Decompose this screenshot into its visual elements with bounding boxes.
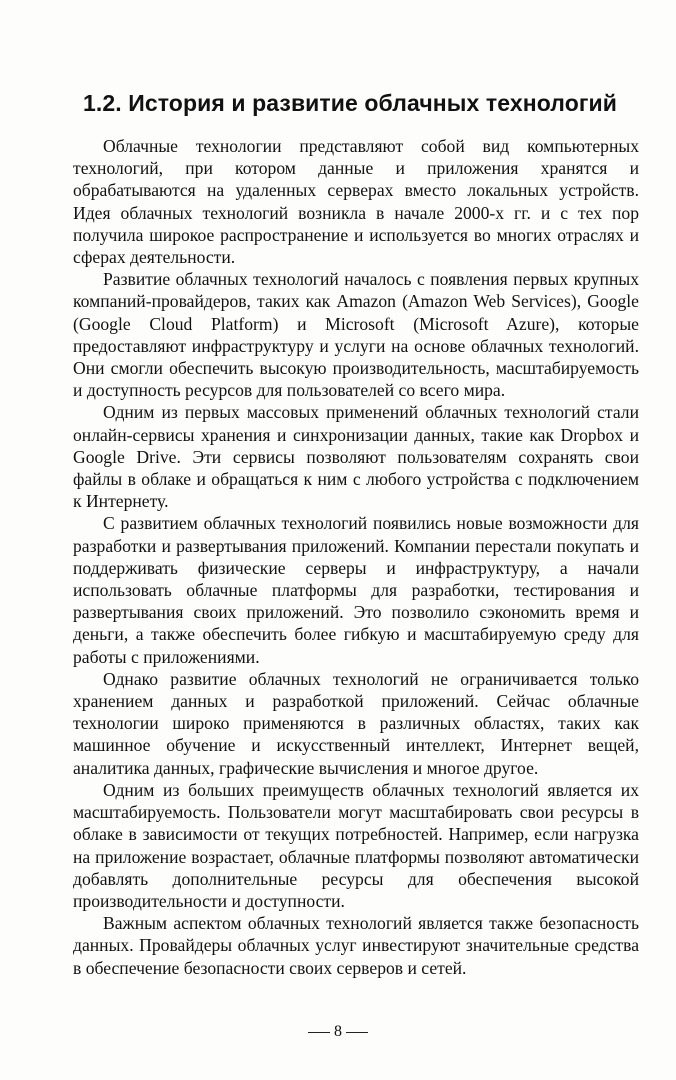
page-number [0, 1022, 676, 1042]
paragraph-5: Однако развитие облачных технологий не ограничивается только хранением данных и разработкой приложений. Сейчас облачные технологии широко применяются в различных областях, таких как машинное обучение и искусственный интеллект, Интернет вещей, аналитика данных, графические вычисления и многое другое. [73, 668, 639, 778]
paragraph-1: Облачные технологии представляют собой вид компьютерных технологий, при котором данные и приложения хранятся и обрабатываются на удаленных серверах вместо локальных устройств. Идея облачных технологий возникла в начале 2000-х гг. и с тех пор получила широкое распространение и используется во многих отраслях и сферах деятельности. [73, 136, 639, 268]
paragraph-6: Одним из больших преимуществ облачных технологий является их масштабируемость. Пользователи могут масштабировать свои ресурсы в облаке в зависимости от текущих потребностей. Например, если нагрузка на приложение возрастает, облачные платформы позволяют автоматически добавлять дополнительные ресурсы для обеспечения высокой производительности и доступности. [73, 779, 639, 911]
paragraph-3: Одним из первых массовых применений облачных технологий стали онлайн-сервисы хранения и синхронизации данных, такие как Dropbox и Google Drive. Эти сервисы позволяют пользователям сохранять свои файлы в облаке и обращаться к ним с любого устройства с подключением к Интернету. [73, 402, 639, 512]
paragraph-4: С развитием облачных технологий появились новые возможности для разработки и развертывания приложений. Компании перестали покупать и поддерживать физические серверы и инфраструктуру, а начали использовать облачные платформы для разработки, тестирования и развертывания своих приложений. Это позволило сэкономить время и деньги, а также обеспечить более гибкую и масштабируемую среду для работы с приложениями. [73, 513, 639, 667]
paragraph-2: Развитие облачных технологий началось с появления первых крупных компаний-провайдеров, таких как Amazon (Amazon Web Services), Google (Google Cloud Platform) и Microsoft (Microsoft Azure), которые предоставляют инфраструктуру и услуги на основе облачных технологий. Они смогли обеспечить высокую производительность, масштабируемость и доступность ресурсов для пользователей со всего мира. [73, 269, 639, 401]
page-number-value: 8 [334, 1023, 342, 1040]
body-text [73, 135, 639, 979]
right-dash [346, 1032, 368, 1033]
left-dash [308, 1032, 330, 1033]
paragraph-7: Важным аспектом облачных технологий является также безопасность данных. Провайдеры облачных услуг инвестируют значительные средства в обеспечение безопасности своих серверов и сетей. [73, 913, 639, 978]
section-heading: 1.2. История и развитие облачных технологий [82, 90, 618, 116]
